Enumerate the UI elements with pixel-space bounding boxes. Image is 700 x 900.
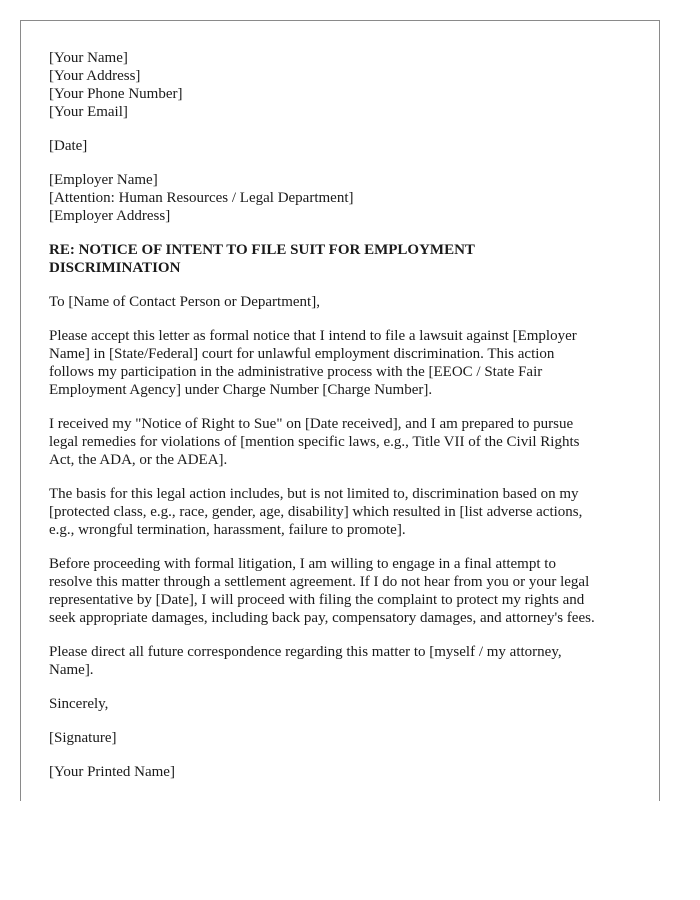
paragraph-line: follows my participation in the administrative process with the [EEOC / State Fair [49,364,543,380]
letter-date: [Date] [49,138,88,154]
subject-line-1: RE: NOTICE OF INTENT TO FILE SUIT FOR EMPLOYMENT [49,242,475,258]
printed-name-block [49,763,629,781]
paragraph-line: representative by [Date], I will proceed with filing the complaint to protect my rights and [49,592,585,608]
sender-phone: [Your Phone Number] [49,86,183,102]
paragraph-line: I received my "Notice of Right to Sue" on [Date received], and I am prepared to pursue [49,416,574,432]
employer-name: [Employer Name] [49,172,158,188]
letter-page [20,20,660,801]
paragraph-basis [49,485,629,539]
sender-block [49,49,629,121]
paragraph-line: legal remedies for violations of [mention specific laws, e.g., Title VII of the Civil Rights [49,434,580,450]
closing-block [49,695,629,713]
paragraph-line: Name] in [State/Federal] court for unlawful employment discrimination. This action [49,346,555,362]
sender-address: [Your Address] [49,68,141,84]
employer-address: [Employer Address] [49,208,171,224]
attention-line: [Attention: Human Resources / Legal Department] [49,190,354,206]
paragraph-notice [49,327,629,399]
paragraph-line: Before proceeding with formal litigation, I am willing to engage in a final attempt to [49,556,556,572]
recipient-block [49,171,629,225]
paragraph-line: Please direct all future correspondence regarding this matter to [myself / my attorney, [49,644,562,660]
paragraph-line: seek appropriate damages, including back pay, compensatory damages, and attorney's fees. [49,610,595,626]
salutation-block [49,293,629,311]
paragraph-line: e.g., wrongful termination, harassment, failure to promote]. [49,522,406,538]
paragraph-line: Name]. [49,662,94,678]
paragraph-line: The basis for this legal action includes, but is not limited to, discrimination based on my [49,486,579,502]
signature-placeholder: [Signature] [49,730,117,746]
closing: Sincerely, [49,696,109,712]
subject-line [49,241,629,277]
paragraph-settlement [49,555,629,627]
paragraph-correspondence [49,643,629,679]
date-block [49,137,629,155]
paragraph-line: resolve this matter through a settlement agreement. If I do not hear from you or your legal [49,574,590,590]
paragraph-line: [protected class, e.g., race, gender, age, disability] which resulted in [list adverse actions, [49,504,583,520]
paragraph-right-to-sue [49,415,629,469]
signature-block [49,729,629,747]
salutation: To [Name of Contact Person or Department], [49,294,320,310]
letter-body [49,49,629,797]
paragraph-line: Please accept this letter as formal notice that I intend to file a lawsuit against [Employer [49,328,577,344]
subject-line-2: DISCRIMINATION [49,260,181,276]
printed-name: [Your Printed Name] [49,764,175,780]
paragraph-line: Act, the ADA, or the ADEA]. [49,452,228,468]
sender-email: [Your Email] [49,104,128,120]
paragraph-line: Employment Agency] under Charge Number [Charge Number]. [49,382,433,398]
sender-name: [Your Name] [49,50,128,66]
